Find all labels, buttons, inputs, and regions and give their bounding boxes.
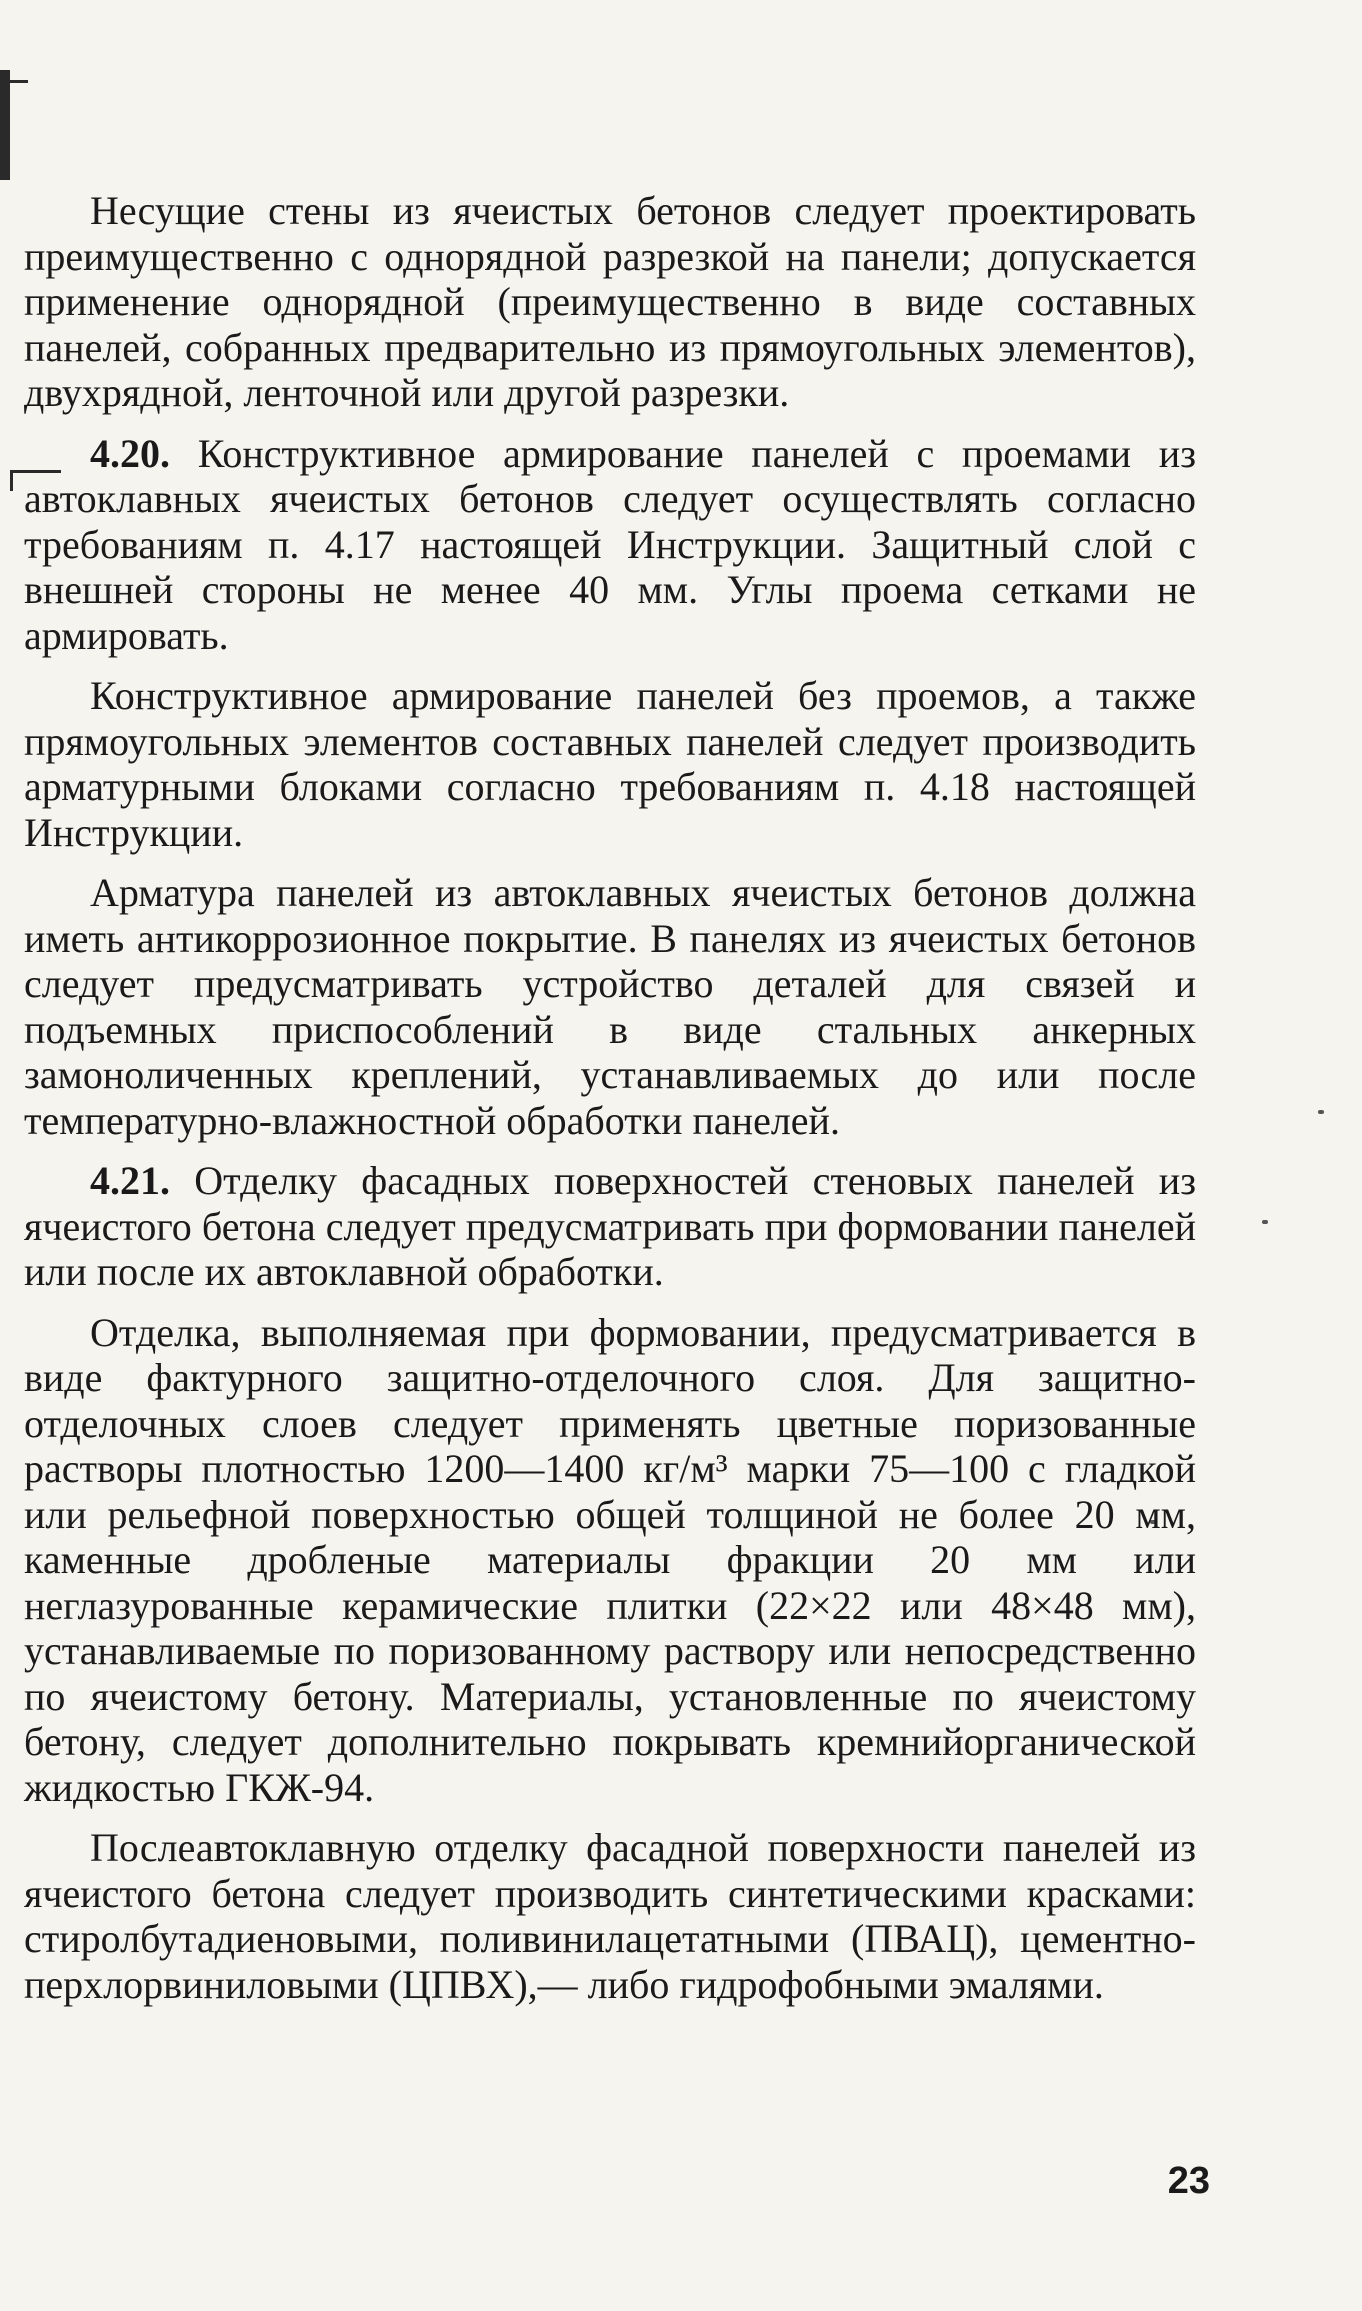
scan-edge-mark xyxy=(0,70,10,180)
paragraph-text: Арматура панелей из автоклавных ячеистых бетонов должна иметь антикоррозионное покрытие. В панелях из ячеистых бетонов следует предусматривать устройство деталей для связей и подъемных приспособлений в виде стальных анкерных замоноличенных креплений, устанавливаемых до или после температурно-влажностной обработки панелей. xyxy=(24,870,1196,1143)
paragraph-text: Конструктивное армирование панелей без проемов, а также прямоугольных элементов составных панелей следует производить арматурными блоками согласно требованиям п. 4.18 настоящей Инструкции. xyxy=(24,673,1196,855)
paragraph-text: Послеавтоклавную отделку фасадной поверхности панелей из ячеистого бетона следует производить синтетическими красками: стиролбутадиеновыми, поливинилацетатными (ПВАЦ), цементно-перхлорвиниловыми (ЦПВХ),— либо гидрофобными эмалями. xyxy=(24,1825,1196,2007)
paragraph xyxy=(24,1158,1196,1295)
scan-edge-mark xyxy=(10,80,28,83)
page-number: 23 xyxy=(1167,2160,1210,2202)
paragraph xyxy=(24,188,1196,416)
section-number: 4.20. xyxy=(90,430,170,476)
paragraph-text: Конструктивное армирование панелей с проемами из автоклавных ячеистых бетонов следует осуществлять согласно требованиям п. 4.17 настоящей Инструкции. Защитный слой с внешней стороны не менее 40 мм. Углы проема сетками не армировать. xyxy=(24,430,1196,658)
paragraph-text: Несущие стены из ячеистых бетонов следует проектировать преимущественно с однорядной разрезкой на панели; допускается применение однорядной (преимущественно в виде составных панелей, собранных предварительно из прямоугольных элементов), двухрядной, ленточной или другой разрезки. xyxy=(24,188,1196,415)
body-text xyxy=(24,188,1196,2022)
paragraph xyxy=(24,431,1196,659)
paragraph xyxy=(24,673,1196,855)
paragraph xyxy=(24,870,1196,1143)
section-number: 4.21. xyxy=(90,1158,170,1203)
paragraph xyxy=(24,1310,1196,1811)
paragraph-text: Отделка, выполняемая при формовании, предусматривается в виде фактурного защитно-отделочного слоя. Для защитно-отделочных слоев следует применять цветные поризованные растворы плотностью 1200—1400 кг/м³ марки 75—100 с гладкой или рельефной поверхностью общей толщиной не более 20 мм, каменные дробленые материалы фракции 20 мм или неглазурованные керамические плитки (22×22 или 48×48 мм), устанавливаемые по поризованному раствору или непосредственно по ячеистому бетону. Материалы, установленные по ячеистому бетону, следует дополнительно покрывать кремнийорганической жидкостью ГКЖ-94. xyxy=(24,1309,1196,1810)
scan-speck xyxy=(1318,1110,1324,1114)
scan-speck xyxy=(1262,1220,1268,1224)
paragraph-text: Отделку фасадных поверхностей стеновых панелей из ячеистого бетона следует предусматривать при формовании панелей или после их автоклавной обработки. xyxy=(24,1158,1196,1294)
paragraph xyxy=(24,1825,1196,2007)
